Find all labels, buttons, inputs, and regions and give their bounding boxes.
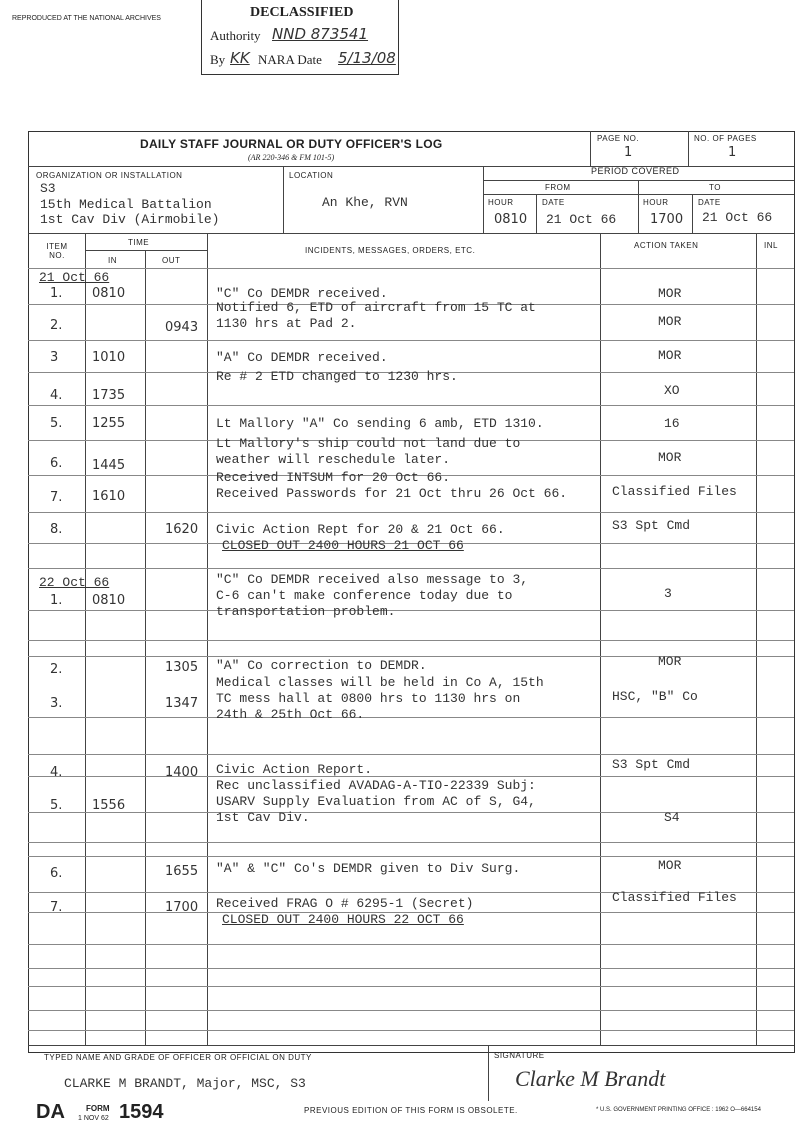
divider	[590, 131, 591, 166]
entry-time-in: 0810	[92, 593, 126, 608]
entry-text-line: 1130 hrs at Pad 2.	[216, 316, 357, 331]
entry-item-no: 4.	[50, 388, 63, 403]
entry-action: MOR	[658, 286, 682, 301]
table-row-rule	[28, 340, 794, 341]
location-label: LOCATION	[289, 171, 334, 180]
divider	[483, 194, 794, 195]
location-value: An Khe, RVN	[322, 195, 408, 210]
stamp-nara-label: NARA Date	[258, 52, 322, 67]
entry-item-no: 2.	[50, 318, 63, 333]
entry-text-line: "A" & "C" Co's DEMDR given to Div Surg.	[216, 861, 521, 876]
form-label: FORM	[86, 1104, 110, 1113]
officer-label: TYPED NAME AND GRADE OF OFFICER OR OFFICIAL ON DUTY	[44, 1053, 312, 1062]
incidents-label: INCIDENTS, MESSAGES, ORDERS, ETC.	[305, 246, 476, 255]
col-divider	[600, 233, 601, 1045]
gpo-note: * U.S. GOVERNMENT PRINTING OFFICE : 1962 O—664154	[596, 1107, 761, 1113]
entry-text-line: Re # 2 ETD changed to 1230 hrs.	[216, 369, 458, 384]
table-row-rule	[28, 640, 794, 641]
col-divider	[207, 233, 208, 1045]
item-no-label: ITEM NO.	[46, 242, 68, 260]
table-row-rule	[28, 568, 794, 569]
entry-time-in: 1445	[92, 458, 126, 473]
entry-action: MOR	[658, 450, 682, 465]
entry-text-line: "C" Co DEMDR received.	[216, 286, 388, 301]
entry-item-no: 3	[50, 350, 59, 365]
entry-action: 3	[664, 586, 672, 601]
from-hour-label: HOUR	[488, 198, 514, 207]
form-title: DAILY STAFF JOURNAL OR DUTY OFFICER'S LOG	[140, 137, 443, 151]
table-row-rule	[28, 717, 794, 718]
entry-action: S3 Spt Cmd	[612, 757, 691, 772]
stamp-title: DECLASSIFIED	[250, 5, 354, 20]
page-no-value: 1	[624, 145, 633, 160]
officer-name: CLARKE M BRANDT, Major, MSC, S3	[64, 1076, 306, 1091]
entry-action: 16	[664, 416, 680, 431]
entry-action: S4	[664, 810, 680, 825]
entry-time-out: 1700	[165, 900, 199, 915]
entry-text-line: Received FRAG O # 6295-1 (Secret)	[216, 896, 474, 911]
org-line-1: S3	[40, 181, 56, 196]
entry-item-no: 8.	[50, 522, 63, 537]
table-row-rule	[28, 842, 794, 843]
out-label: OUT	[162, 256, 181, 265]
entry-time-in: 1255	[92, 416, 126, 431]
from-date: 21 Oct 66	[546, 212, 617, 227]
org-label: ORGANIZATION OR INSTALLATION	[36, 171, 183, 180]
entry-text-line: Received INTSUM for 20 Oct 66.	[216, 470, 451, 485]
entry-text-line: TC mess hall at 0800 hrs to 1130 hrs on	[216, 691, 521, 706]
entry-action: MOR	[658, 858, 682, 873]
entry-time-out: 1305	[165, 660, 199, 675]
table-row-rule	[28, 754, 794, 755]
from-hour: 0810	[494, 212, 528, 227]
entry-item-no: 6.	[50, 866, 63, 881]
entry-time-out: 1400	[165, 765, 199, 780]
stamp-authority-value: NND 873541	[272, 25, 369, 43]
table-row-rule	[28, 512, 794, 513]
entry-action: MOR	[658, 348, 682, 363]
entry-time-out: 1655	[165, 864, 199, 879]
entry-action: XO	[664, 383, 680, 398]
entry-action: Classified Files	[612, 484, 737, 499]
entry-text-line: Lt Mallory "A" Co sending 6 amb, ETD 1310.	[216, 416, 544, 431]
entry-action: HSC, "B" Co	[612, 689, 698, 704]
entry-text-line: Rec unclassified AVADAG-A-TIO-22339 Subj:	[216, 778, 536, 793]
stamp-date-value: 5/13/08	[338, 49, 396, 67]
entry-text-line: 1st Cav Div.	[216, 810, 310, 825]
entry-time-out: 0943	[165, 320, 199, 335]
da-mark: DA	[36, 1101, 65, 1123]
stamp-by-label: By	[210, 52, 226, 67]
signature: Clarke M Brandt	[515, 1066, 666, 1091]
entry-action: S3 Spt Cmd	[612, 518, 691, 533]
col-divider	[85, 233, 86, 1045]
inl-label: INL	[764, 241, 778, 250]
org-line-3: 1st Cav Div (Airmobile)	[40, 212, 220, 227]
entry-time-in: 1735	[92, 388, 126, 403]
divider	[692, 194, 693, 233]
entry-text-line: weather will reschedule later.	[216, 452, 451, 467]
entry-item-no: 1.	[50, 593, 63, 608]
divider	[283, 166, 284, 233]
entry-time-in: 1610	[92, 489, 126, 504]
entry-text-line: Lt Mallory's ship could not land due to	[216, 436, 521, 451]
entry-item-no: 3.	[50, 696, 63, 711]
from-date-label: DATE	[542, 198, 565, 207]
divider	[85, 250, 207, 251]
period-label: PERIOD COVERED	[591, 166, 680, 176]
entry-closed-out: CLOSED OUT 2400 HOURS 22 OCT 66	[222, 912, 464, 927]
in-label: IN	[108, 256, 117, 265]
pages-value: 1	[728, 145, 737, 160]
entry-time-in: 1556	[92, 798, 126, 813]
entry-date: 22 Oct 66	[39, 575, 110, 590]
divider	[688, 131, 689, 166]
from-label: FROM	[545, 183, 571, 192]
pages-label: NO. OF PAGES	[694, 134, 757, 143]
table-row-rule	[28, 856, 794, 857]
entry-text-line: transportation problem.	[216, 604, 396, 619]
to-date: 21 Oct 66	[702, 210, 773, 225]
declassified-stamp	[201, 0, 399, 75]
divider	[483, 166, 484, 233]
entry-item-no: 2.	[50, 662, 63, 677]
stamp-authority-label: Authority	[210, 28, 261, 43]
entry-action: MOR	[658, 314, 682, 329]
entry-item-no: 4.	[50, 765, 63, 780]
divider	[28, 1045, 794, 1046]
entry-text-line: "C" Co DEMDR received also message to 3,	[216, 572, 529, 587]
table-row-rule	[28, 968, 794, 969]
entry-action: Classified Files	[612, 890, 737, 905]
entry-item-no: 7.	[50, 900, 63, 915]
org-line-2: 15th Medical Battalion	[40, 197, 212, 212]
table-row-rule	[28, 986, 794, 987]
action-label: ACTION TAKEN	[634, 241, 699, 250]
form-number: 1594	[119, 1101, 164, 1123]
entry-item-no: 5.	[50, 416, 63, 431]
col-divider	[145, 250, 146, 1045]
entry-item-no: 6.	[50, 456, 63, 471]
signature-label: SIGNATURE	[494, 1051, 545, 1060]
entry-text-line: 24th & 25th Oct 66.	[216, 707, 365, 722]
entry-text-line: Civic Action Report.	[216, 762, 373, 777]
to-hour: 1700	[650, 212, 684, 227]
entry-time-in: 1010	[92, 350, 126, 365]
entry-time-in: 0810	[92, 286, 126, 301]
table-row-rule	[28, 1010, 794, 1011]
entry-time-out: 1347	[165, 696, 199, 711]
divider	[28, 233, 794, 234]
entry-text-line: Received Passwords for 21 Oct thru 26 Oct 66.	[216, 486, 568, 501]
to-label: TO	[709, 183, 721, 192]
time-label: TIME	[128, 238, 150, 247]
table-row-rule	[28, 944, 794, 945]
entry-text-line: Medical classes will be held in Co A, 15th	[216, 675, 544, 690]
to-hour-label: HOUR	[643, 198, 669, 207]
form-subtitle: (AR 220-346 & FM 101-5)	[248, 153, 335, 162]
entry-date: 21 Oct 66	[39, 270, 110, 285]
previous-edition: PREVIOUS EDITION OF THIS FORM IS OBSOLETE.	[304, 1106, 518, 1115]
entry-time-out: 1620	[165, 522, 199, 537]
page-no-label: PAGE NO.	[597, 134, 640, 143]
table-row-rule	[28, 1030, 794, 1031]
entry-text-line: Notified 6, ETD of aircraft from 15 TC at	[216, 300, 536, 315]
divider	[536, 194, 537, 233]
entry-item-no: 7.	[50, 490, 63, 505]
entry-text-line: Civic Action Rept for 20 & 21 Oct 66.	[216, 522, 505, 537]
table-row-rule	[28, 405, 794, 406]
entry-text-line: C-6 can't make conference today due to	[216, 588, 513, 603]
entry-closed-out: CLOSED OUT 2400 HOURS 21 OCT 66	[222, 538, 464, 553]
entry-text-line: USARV Supply Evaluation from AC of S, G4,	[216, 794, 536, 809]
entry-text-line: "A" Co DEMDR received.	[216, 350, 388, 365]
col-divider	[756, 233, 757, 1045]
entry-action: MOR	[658, 654, 682, 669]
to-date-label: DATE	[698, 198, 721, 207]
archives-note: REPRODUCED AT THE NATIONAL ARCHIVES	[12, 15, 161, 22]
entry-text-line: "A" Co correction to DEMDR.	[216, 658, 427, 673]
table-row-rule	[28, 610, 794, 611]
table-row-rule	[28, 776, 794, 777]
stamp-by-value: KK	[230, 49, 250, 67]
divider	[638, 180, 639, 233]
entry-item-no: 1.	[50, 286, 63, 301]
form-date: 1 NOV 62	[78, 1115, 109, 1122]
table-row-rule	[28, 268, 794, 269]
entry-item-no: 5.	[50, 798, 63, 813]
divider	[488, 1045, 489, 1101]
